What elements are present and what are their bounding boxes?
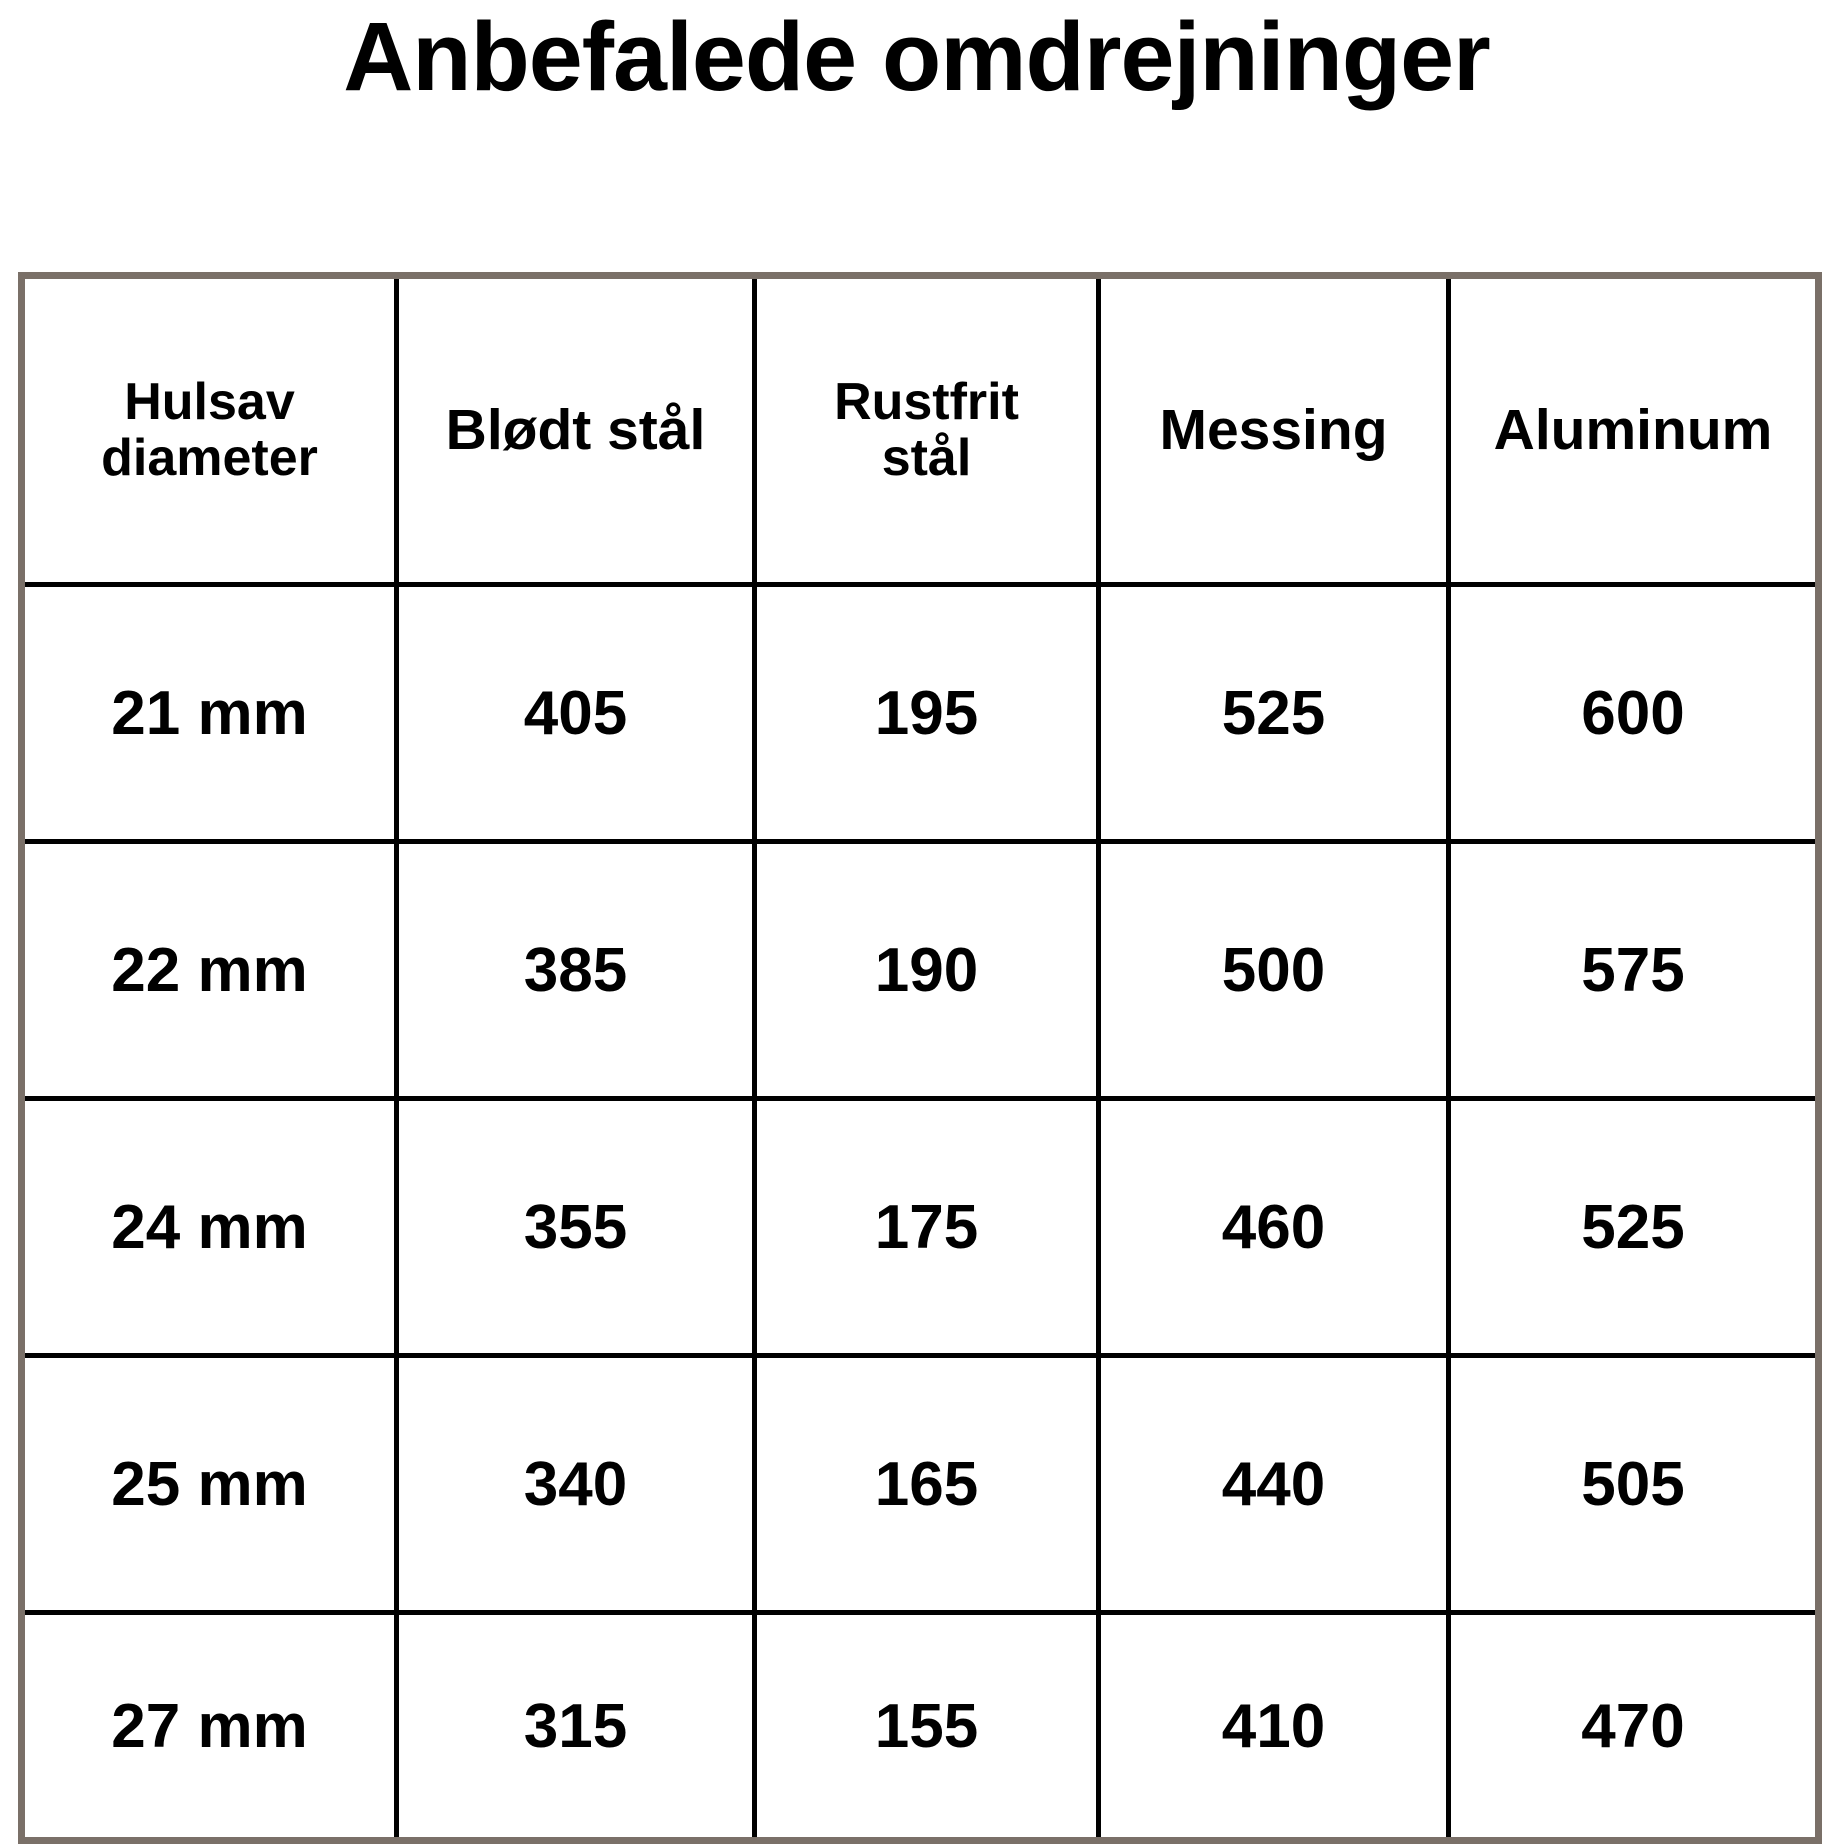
- cell-rustfrit-staal: 175: [755, 1099, 1099, 1356]
- cell-diameter: 21 mm: [22, 585, 397, 842]
- cell-messing: 525: [1099, 585, 1449, 842]
- cell-messing: 440: [1099, 1356, 1449, 1613]
- table-header: [22, 276, 1819, 585]
- cell-messing: 410: [1099, 1613, 1449, 1841]
- cell-aluminum: 575: [1449, 842, 1819, 1099]
- cell-rustfrit-staal: 155: [755, 1613, 1099, 1841]
- column-header-line-2: diameter: [101, 428, 318, 487]
- column-header-line-1: Hulsav: [124, 372, 295, 431]
- cell-blodt-staal: 385: [397, 842, 755, 1099]
- cell-rustfrit-staal: 165: [755, 1356, 1099, 1613]
- cell-blodt-staal: 405: [397, 585, 755, 842]
- cell-diameter: 22 mm: [22, 842, 397, 1099]
- cell-aluminum: 525: [1449, 1099, 1819, 1356]
- recommended-rpm-table: [18, 272, 1822, 1844]
- cell-blodt-staal: 355: [397, 1099, 755, 1356]
- column-header-hulsav-diameter: [22, 276, 397, 585]
- cell-aluminum: 470: [1449, 1613, 1819, 1841]
- column-header-aluminum: Aluminum: [1449, 276, 1819, 585]
- cell-blodt-staal: 340: [397, 1356, 755, 1613]
- table-row: [22, 1356, 1819, 1613]
- cell-messing: 460: [1099, 1099, 1449, 1356]
- table-row: [22, 842, 1819, 1099]
- table-header-row: [22, 276, 1819, 585]
- cell-blodt-staal: 315: [397, 1613, 755, 1841]
- cell-diameter: 24 mm: [22, 1099, 397, 1356]
- cell-messing: 500: [1099, 842, 1449, 1099]
- column-header-line-2: stål: [881, 428, 972, 487]
- table-row: [22, 1099, 1819, 1356]
- cell-diameter: 25 mm: [22, 1356, 397, 1613]
- cell-aluminum: 600: [1449, 585, 1819, 842]
- cell-aluminum: 505: [1449, 1356, 1819, 1613]
- column-header-rustfrit-staal: [755, 276, 1099, 585]
- cell-rustfrit-staal: 190: [755, 842, 1099, 1099]
- column-header-messing: Messing: [1099, 276, 1449, 585]
- table-container: [18, 272, 1815, 1844]
- cell-rustfrit-staal: 195: [755, 585, 1099, 842]
- table-row: [22, 1613, 1819, 1841]
- column-header-line-1: Rustfrit: [834, 372, 1019, 431]
- column-header-blodt-staal: Blødt stål: [397, 276, 755, 585]
- page-title: Anbefalede omdrejninger: [343, 2, 1490, 111]
- table-row: [22, 585, 1819, 842]
- table-body: [22, 585, 1819, 1841]
- cell-diameter: 27 mm: [22, 1613, 397, 1841]
